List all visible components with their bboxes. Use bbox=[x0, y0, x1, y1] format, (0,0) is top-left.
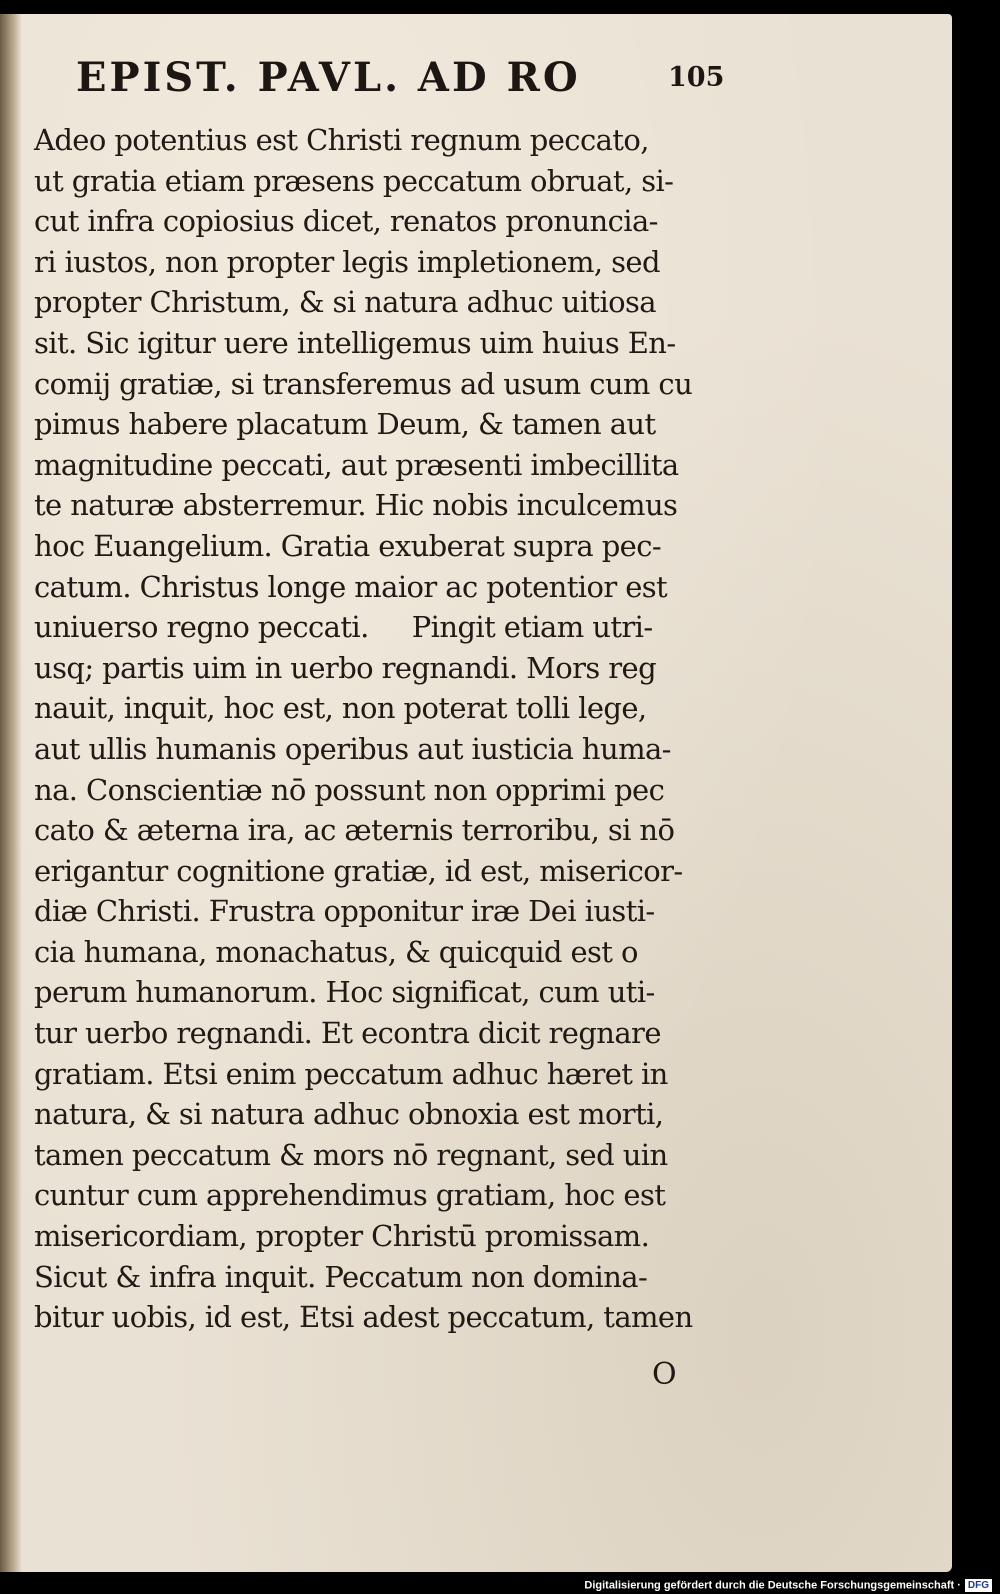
text-line: tur uerbo regnandi. Et econtra dicit regnare bbox=[34, 1016, 661, 1051]
catchword: O bbox=[652, 1357, 677, 1392]
text-line: misericordiam, propter Christū promissam. bbox=[34, 1219, 650, 1254]
text-line: perum humanorum. Hoc significat, cum uti- bbox=[34, 975, 655, 1010]
running-header: EPIST. PAVL. AD RO bbox=[76, 54, 581, 101]
book-page bbox=[0, 14, 952, 1572]
body-text bbox=[34, 120, 774, 1338]
text-line: aut ullis humanis operibus aut iusticia huma- bbox=[34, 731, 671, 766]
text-line: propter Christum, & si natura adhuc uitiosa bbox=[34, 285, 656, 320]
credit-text: Digitalisierung gefördert durch die Deutsche Forschungsgemeinschaft · bbox=[584, 1579, 961, 1592]
text-line: na. Conscientiæ nō possunt non opprimi pec bbox=[34, 772, 665, 807]
text-line: catum. Christus longe maior ac potentior est bbox=[34, 569, 668, 604]
text-line: comij gratiæ, si transferemus ad usum cum cu bbox=[34, 366, 693, 401]
text-line: nauit, inquit, hoc est, non poterat tolli lege, bbox=[34, 691, 647, 726]
text-line: hoc Euangelium. Gratia exuberat supra pec- bbox=[34, 528, 662, 563]
page-number: 105 bbox=[668, 62, 725, 93]
text-line: uniuerso regno peccati. Pingit etiam utri- bbox=[34, 610, 653, 645]
text-line: bitur uobis, id est, Etsi adest peccatum, tamen bbox=[34, 1300, 693, 1335]
text-line: te naturæ absterremur. Hic nobis inculcemus bbox=[34, 488, 678, 523]
text-line: usq; partis uim in uerbo regnandi. Mors reg bbox=[34, 650, 657, 685]
text-line: cia humana, monachatus, & quicquid est o bbox=[34, 934, 638, 969]
text-line: gratiam. Etsi enim peccatum adhuc hæret in bbox=[34, 1056, 668, 1091]
page-gutter-shadow bbox=[0, 14, 22, 1572]
text-line: natura, & si natura adhuc obnoxia est morti, bbox=[34, 1097, 664, 1132]
text-line: diæ Christi. Frustra opponitur iræ Dei iusti- bbox=[34, 894, 655, 929]
digitization-credit bbox=[584, 1579, 992, 1592]
dfg-logo: DFG bbox=[965, 1579, 992, 1592]
text-line: tamen peccatum & mors nō regnant, sed uin bbox=[34, 1137, 668, 1172]
text-line: cut infra copiosius dicet, renatos pronuncia- bbox=[34, 204, 658, 239]
text-line: magnitudine peccati, aut præsenti imbecillita bbox=[34, 447, 679, 482]
text-line: ri iustos, non propter legis impletionem, sed bbox=[34, 244, 660, 279]
text-line: ut gratia etiam præsens peccatum obruat, si- bbox=[34, 163, 674, 198]
text-line: Sicut & infra inquit. Peccatum non domina- bbox=[34, 1259, 648, 1294]
text-line: cato & æterna ira, ac æternis terroribu, si nō bbox=[34, 813, 675, 848]
text-line: cuntur cum apprehendimus gratiam, hoc est bbox=[34, 1178, 666, 1213]
text-line: sit. Sic igitur uere intelligemus uim huius En- bbox=[34, 325, 676, 360]
text-line: Adeo potentius est Christi regnum peccato, bbox=[34, 123, 649, 157]
text-line: pimus habere placatum Deum, & tamen aut bbox=[34, 407, 656, 442]
text-line: erigantur cognitione gratiæ, id est, misericor- bbox=[34, 853, 683, 888]
